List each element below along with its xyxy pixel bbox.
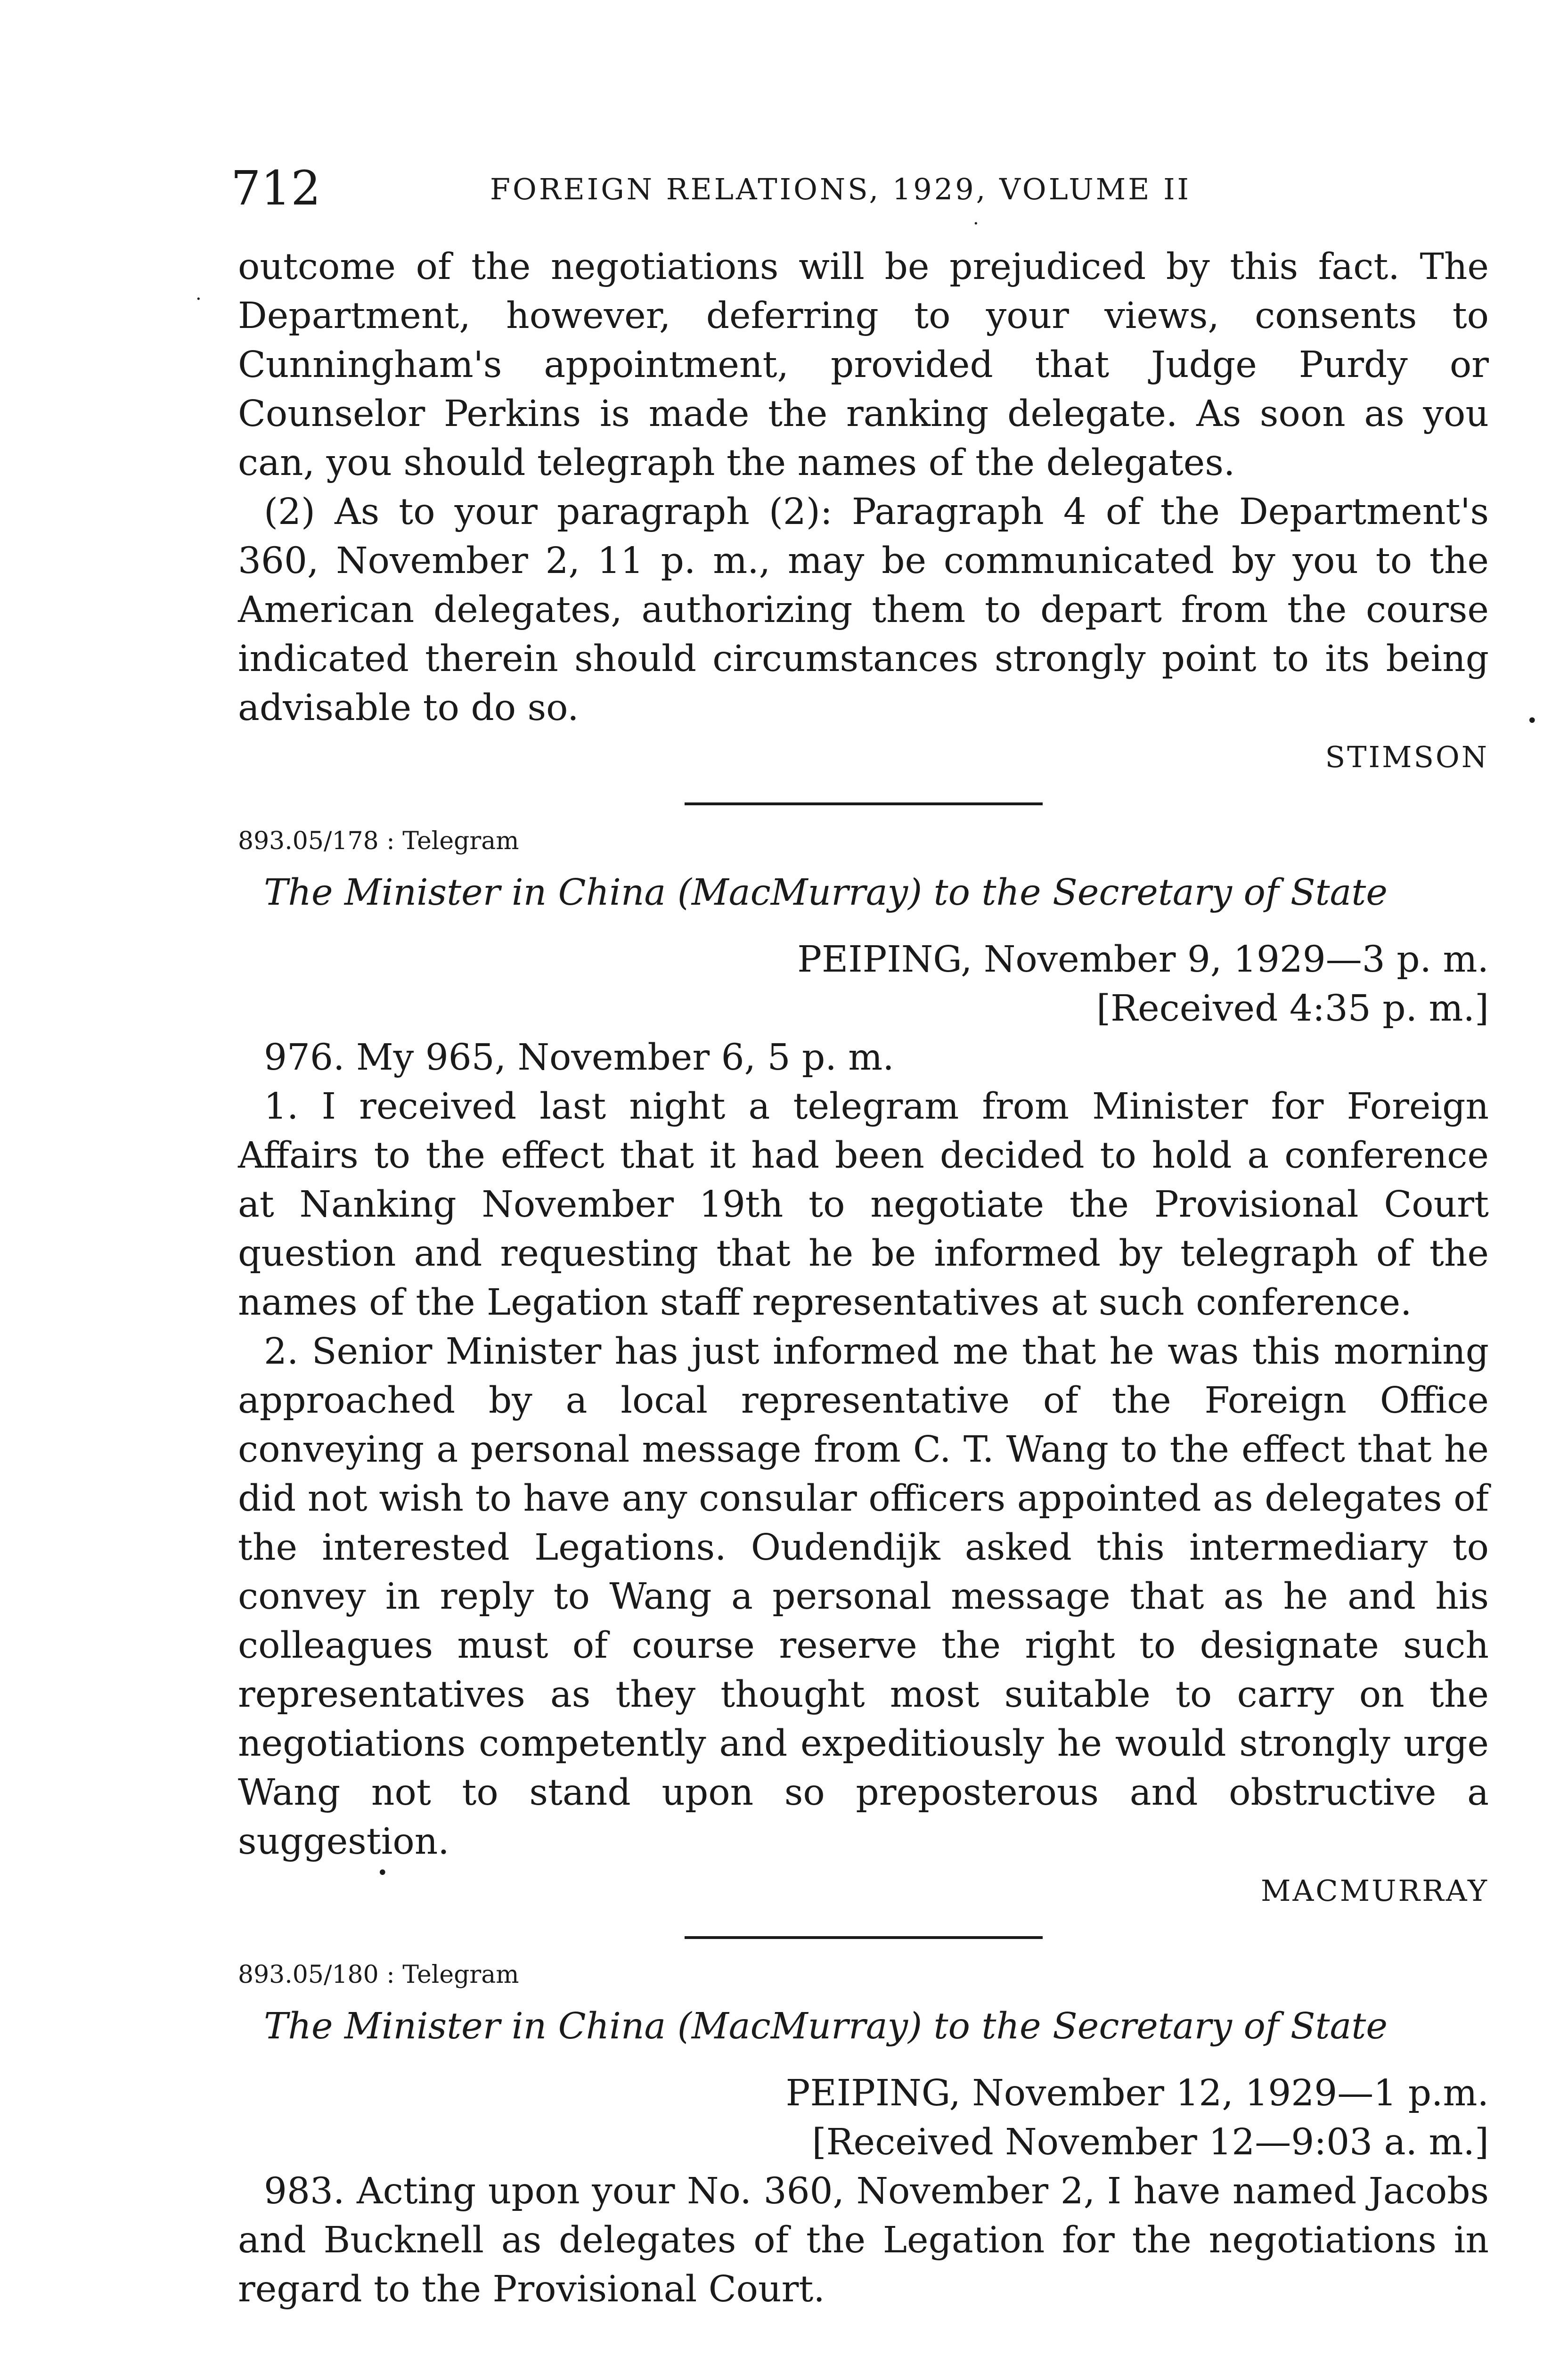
paragraph-1: 1. I received last night a telegram from Minister for Foreign Affairs to the effect that it had been decided to hold a conference at Nanking November 19th to negotiate the Provisional Court question and requesting that he be informed by telegraph of the names of the Legation staff representatives at such conference.	[238, 1086, 1489, 1324]
dateline: PEIPING, November 9, 1929—3 p. m.	[797, 939, 1489, 981]
section-divider	[685, 1936, 1043, 1939]
reference-line: 976. My 965, November 6, 5 p. m.	[264, 1037, 894, 1079]
file-reference: 893.05/178 : Telegram	[238, 827, 519, 855]
speck-mark: ·	[196, 288, 202, 310]
page-header	[0, 155, 1568, 221]
document-893-05-178	[238, 822, 1489, 1915]
document-body	[238, 243, 1489, 2314]
page-number: 712	[231, 161, 321, 216]
document-title: The Minister in China (MacMurray) to the Secretary of State	[264, 872, 1388, 914]
file-reference: 893.05/180 : Telegram	[238, 1961, 519, 1989]
section-prior-telegram	[238, 243, 1489, 782]
paragraph-2: 2. Senior Minister has just informed me that he was this morning approached by a local representative of the Foreign Office conveying a personal message from C. T. Wang to the effect that he did not wish to have any consular officers appointed as delegates of the interested Legations. Oudendijk asked this intermediary to convey in reply to Wang a personal message that as he and his colleagues must of course reserve the right to designate such representatives as they thought most suitable to carry on the negotiations competently and expeditiously he would strongly urge Wang not to stand upon so preposterous and obstructive a suggestion.	[238, 1331, 1489, 1863]
continuation-paragraph: outcome of the negotiations will be prejudiced by this fact. The Department, however, deferring to your views, consents to Cunningham's appointment, provided that Judge Purdy or Counselor Perkins is made the ranking delegate. As soon as you can, you should telegraph the names of the delegates.	[238, 246, 1489, 484]
speck-mark: •	[377, 1862, 388, 1884]
running-title: FOREIGN RELATIONS, 1929, VOLUME II	[490, 172, 1192, 206]
paragraph-1: 983. Acting upon your No. 360, November 2, I have named Jacobs and Bucknell as delegates of the Legation for the negotiations in regard to the Provisional Court.	[238, 2170, 1489, 2310]
received-note: [Received November 12—9:03 a. m.]	[812, 2121, 1489, 2163]
dateline: PEIPING, November 12, 1929—1 p.m.	[785, 2072, 1489, 2114]
signature-macmurray: MACMURRAY	[1261, 1873, 1489, 1908]
speck-mark: •	[1527, 710, 1538, 732]
document-893-05-180	[238, 1956, 1489, 2314]
signature-stimson: STIMSON	[1325, 740, 1489, 774]
section-divider	[685, 802, 1043, 805]
received-note: [Received 4:35 p. m.]	[1096, 988, 1489, 1030]
paragraph-2: (2) As to your paragraph (2): Paragraph 4 of the Department's 360, November 2, 11 p. m., may be communicated by you to the American delegates, authorizing them to depart from the course indicated therein should circumstances strongly point to its being advisable to do so.	[238, 491, 1489, 729]
document-title: The Minister in China (MacMurray) to the Secretary of State	[264, 2005, 1388, 2047]
speck-mark: ·	[973, 213, 979, 235]
